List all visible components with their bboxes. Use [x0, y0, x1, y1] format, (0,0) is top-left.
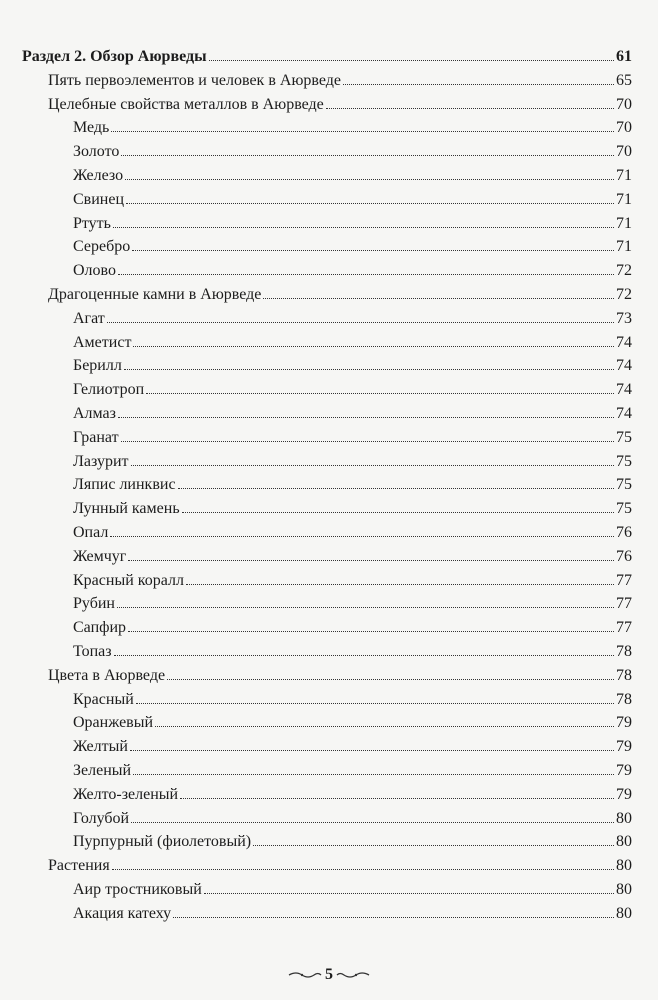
ornament-right-icon — [336, 971, 370, 979]
dot-leader — [110, 536, 614, 537]
dot-leader — [343, 84, 614, 85]
toc-entry — [22, 259, 632, 283]
toc-entry-title: Драгоценные камни в Аюрведе — [48, 285, 262, 303]
dot-leader — [326, 108, 614, 109]
dot-leader — [167, 679, 614, 680]
toc-entry-title: Агат — [73, 309, 105, 327]
dot-leader — [118, 274, 614, 275]
toc-entry — [22, 640, 632, 664]
toc-entry-title: Золото — [73, 143, 120, 161]
toc-entry-page: 77 — [616, 595, 632, 613]
toc-entry-title: Рубин — [73, 595, 115, 613]
toc-entry — [22, 592, 632, 616]
toc-entry-title: Сапфир — [73, 619, 127, 637]
dot-leader — [121, 441, 614, 442]
toc-entry-title: Оранжевый — [73, 714, 154, 732]
toc-entry — [22, 569, 632, 593]
toc-entry — [22, 854, 632, 878]
dot-leader — [253, 845, 614, 846]
toc-entry-title: Аметист — [73, 333, 132, 351]
dot-leader — [146, 393, 614, 394]
toc-entry-page: 79 — [616, 761, 632, 779]
toc-entry-title: Олово — [73, 262, 116, 280]
toc-entry — [22, 426, 632, 450]
dot-leader — [107, 322, 614, 323]
dot-leader — [178, 488, 614, 489]
toc-entry-title: Опал — [73, 523, 109, 541]
toc-entry — [22, 545, 632, 569]
toc-entry — [22, 212, 632, 236]
toc-entry — [22, 307, 632, 331]
toc-entry-title: Пять первоэлементов и человек в Аюрведе — [48, 71, 341, 89]
dot-leader — [112, 869, 614, 870]
toc-entry-title: Медь — [73, 119, 110, 137]
dot-leader — [136, 703, 614, 704]
toc-entry-title: Цвета в Аюрведе — [48, 666, 166, 684]
toc-entry-page: 76 — [616, 523, 632, 541]
toc-entry — [22, 450, 632, 474]
page-number: 5 — [325, 966, 333, 983]
toc-entry — [22, 735, 632, 759]
toc-entry — [22, 759, 632, 783]
toc-entry-page: 74 — [616, 404, 632, 422]
toc-entry — [22, 497, 632, 521]
toc-entry — [22, 378, 632, 402]
toc-entry-page: 79 — [616, 785, 632, 803]
toc-entry-title: Пурпурный (фиолетовый) — [73, 833, 252, 851]
toc-entry-page: 78 — [616, 690, 632, 708]
dot-leader — [204, 893, 614, 894]
toc-entry — [22, 616, 632, 640]
toc-entry-page: 80 — [616, 857, 632, 875]
toc-entry-page: 79 — [616, 714, 632, 732]
toc-entry-page: 78 — [616, 666, 632, 684]
toc-entry-page: 76 — [616, 547, 632, 565]
toc-entry — [22, 402, 632, 426]
dot-leader — [131, 465, 615, 466]
toc-entry — [22, 116, 632, 140]
toc-entry-page: 77 — [616, 619, 632, 637]
toc-entry-title: Акация катеху — [73, 904, 172, 922]
toc-entry-page: 80 — [616, 809, 632, 827]
toc-entry-title: Красный — [73, 690, 134, 708]
dot-leader — [209, 60, 614, 61]
dot-leader — [155, 726, 614, 727]
toc-entry-page: 71 — [616, 214, 632, 232]
ornament-left-icon — [288, 971, 322, 979]
dot-leader — [180, 798, 614, 799]
toc-entry-page: 61 — [616, 48, 632, 65]
toc-entry-title: Ртуть — [73, 214, 111, 232]
toc-entry-title: Свинец — [73, 190, 125, 208]
toc-entry-page: 71 — [616, 190, 632, 208]
toc-entry-title: Ляпис линквис — [73, 476, 176, 494]
toc-entry — [22, 354, 632, 378]
dot-leader — [263, 298, 614, 299]
toc-entry-page: 71 — [616, 166, 632, 184]
toc-entry-page: 70 — [616, 143, 632, 161]
toc-entry — [22, 69, 632, 93]
toc-entry — [22, 807, 632, 831]
toc-entry — [22, 878, 632, 902]
dot-leader — [114, 655, 614, 656]
toc-entry-title: Берилл — [73, 357, 122, 375]
dot-leader — [125, 179, 614, 180]
toc-entry-title: Лазурит — [73, 452, 129, 470]
toc-entry-title: Желтый — [73, 738, 128, 756]
toc-entry-title: Гранат — [73, 428, 119, 446]
dot-leader — [182, 512, 614, 513]
toc-entry-page: 70 — [616, 95, 632, 113]
dot-leader — [130, 750, 614, 751]
dot-leader — [133, 346, 614, 347]
dot-leader — [128, 631, 614, 632]
toc-entry-title: Красный коралл — [73, 571, 184, 589]
toc-entry-page: 74 — [616, 357, 632, 375]
toc-entry — [22, 235, 632, 259]
toc-entry-page: 80 — [616, 904, 632, 922]
toc-entry-page: 80 — [616, 833, 632, 851]
toc-entry-page: 73 — [616, 309, 632, 327]
toc-entry — [22, 331, 632, 355]
toc-entry — [22, 164, 632, 188]
toc-entry-title: Аир тростниковый — [73, 880, 202, 898]
dot-leader — [111, 131, 614, 132]
toc-entry-title: Растения — [48, 857, 110, 875]
dot-leader — [132, 250, 614, 251]
dot-leader — [117, 607, 614, 608]
toc-entry — [22, 283, 632, 307]
toc-entry-page: 75 — [616, 476, 632, 494]
dot-leader — [131, 822, 614, 823]
toc-entry — [22, 93, 632, 117]
toc-entry-title: Железо — [73, 166, 124, 184]
toc-entry — [22, 783, 632, 807]
dot-leader — [173, 917, 614, 918]
toc-entry-page: 75 — [616, 500, 632, 518]
toc-entry-page: 75 — [616, 428, 632, 446]
dot-leader — [124, 369, 614, 370]
toc-entry-page: 74 — [616, 381, 632, 399]
toc-entry — [22, 830, 632, 854]
toc-entry-title: Гелиотроп — [73, 381, 145, 399]
toc-entry-page: 80 — [616, 880, 632, 898]
toc-entry-title: Раздел 2. Обзор Аюрведы — [22, 48, 207, 65]
toc-entry-page: 72 — [616, 285, 632, 303]
toc-entry — [22, 902, 632, 926]
dot-leader — [133, 774, 614, 775]
toc-entry-title: Серебро — [73, 238, 131, 256]
toc-entry-title: Голубой — [73, 809, 130, 827]
toc-entry — [22, 473, 632, 497]
toc-entry — [22, 688, 632, 712]
toc-entry-page: 65 — [616, 71, 632, 89]
toc-entry-page: 70 — [616, 119, 632, 137]
toc-entry-page: 77 — [616, 571, 632, 589]
toc-entry — [22, 521, 632, 545]
dot-leader — [121, 155, 614, 156]
toc-entry-page: 71 — [616, 238, 632, 256]
toc-entry — [22, 711, 632, 735]
toc-entry-page: 75 — [616, 452, 632, 470]
dot-leader — [118, 417, 614, 418]
dot-leader — [128, 560, 614, 561]
toc-section-heading — [22, 45, 632, 69]
toc-entry-title: Топаз — [73, 642, 112, 660]
toc-entry-page: 72 — [616, 262, 632, 280]
toc-entry-title: Зеленый — [73, 761, 132, 779]
toc-entry-page: 74 — [616, 333, 632, 351]
toc-entry-title: Целебные свойства металлов в Аюрведе — [48, 95, 324, 113]
toc-entry-page: 79 — [616, 738, 632, 756]
toc-entry — [22, 140, 632, 164]
toc-entry-title: Жемчуг — [73, 547, 127, 565]
dot-leader — [113, 227, 614, 228]
toc-entry — [22, 188, 632, 212]
toc-entry-page: 78 — [616, 642, 632, 660]
toc-entry-title: Алмаз — [73, 404, 116, 422]
toc-entry-title: Лунный камень — [73, 500, 180, 518]
page-footer — [0, 966, 658, 984]
table-of-contents — [22, 45, 632, 925]
toc-entry — [22, 664, 632, 688]
dot-leader — [186, 584, 614, 585]
toc-entry-title: Желто-зеленый — [73, 785, 179, 803]
dot-leader — [126, 203, 614, 204]
